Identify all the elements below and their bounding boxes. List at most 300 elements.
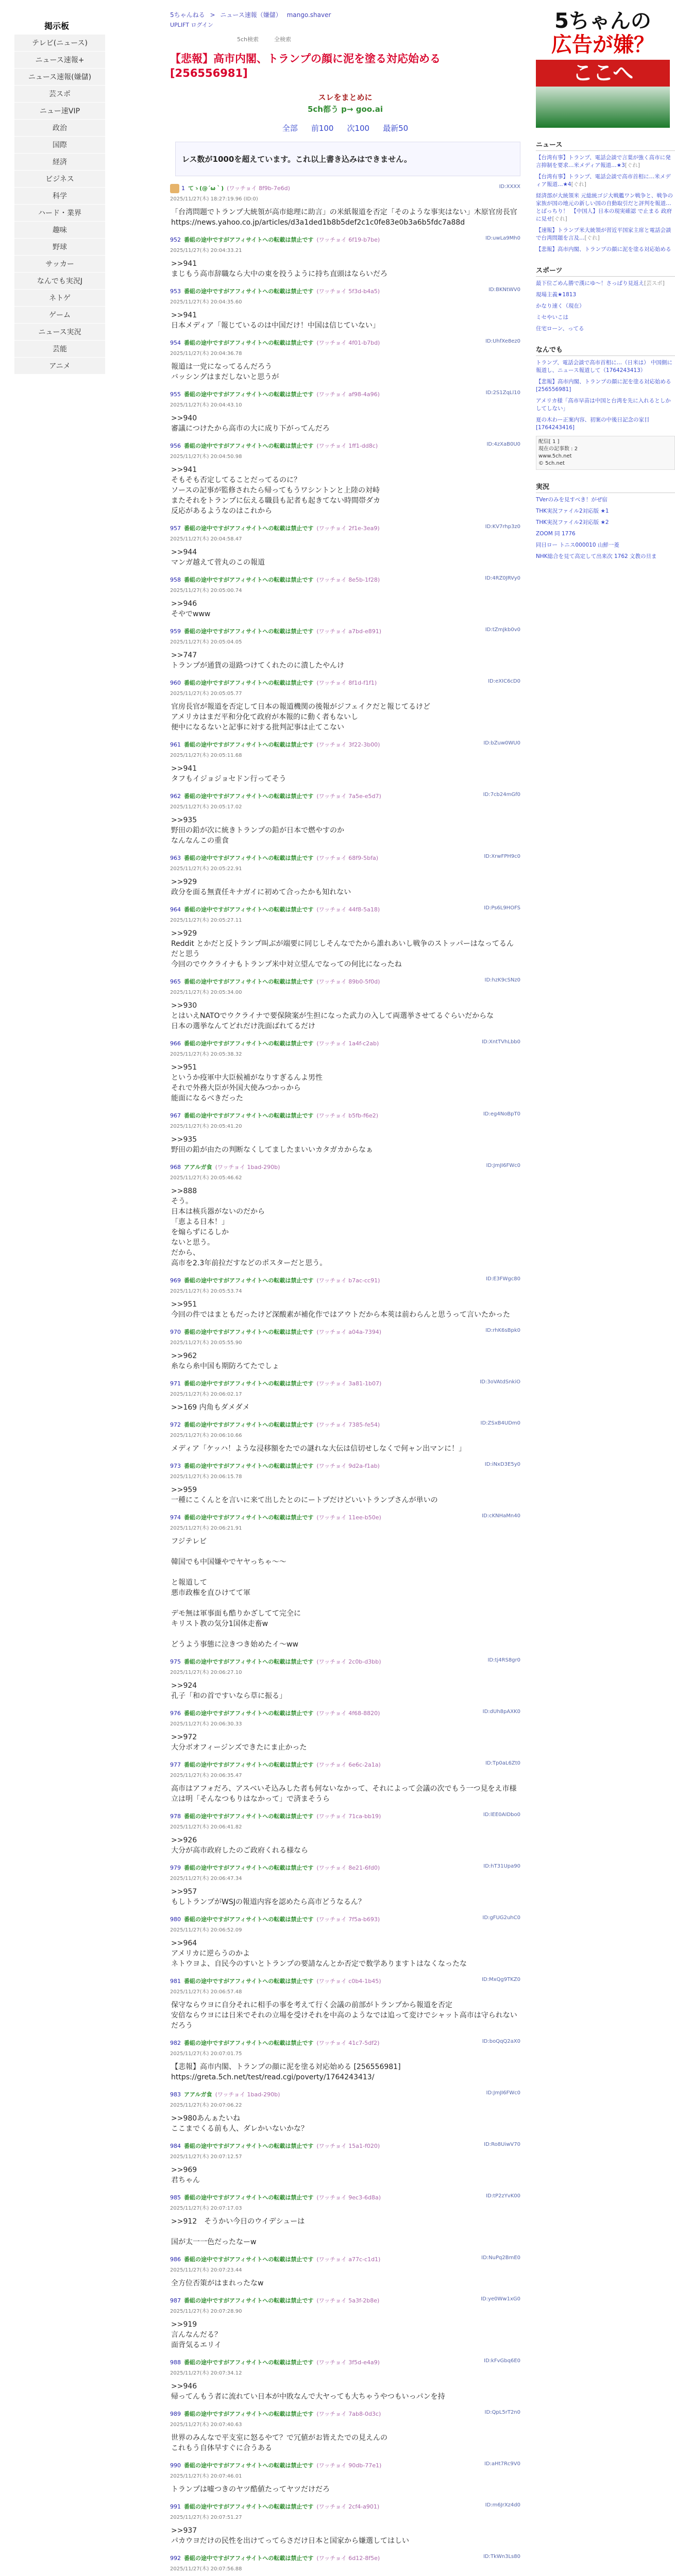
post-number[interactable]: 981 xyxy=(170,1978,181,1985)
post-number[interactable]: 972 xyxy=(170,1421,181,1428)
post-number[interactable]: 1 xyxy=(181,185,185,192)
jikkyo-item-link[interactable]: THK実況ファイル2対応版 ★2 xyxy=(536,519,609,526)
post-header xyxy=(170,2090,520,2100)
post-id[interactable]: ID:XXXX xyxy=(499,184,520,190)
post-number[interactable]: 983 xyxy=(170,2091,181,2098)
post-id[interactable]: ID:MxQg9TKZ0 xyxy=(481,1977,520,1982)
post-id[interactable]: ID:2S1ZqLl10 xyxy=(485,390,520,396)
jikkyo-item-link[interactable]: 同日ロー トニス000010 山鮮一菱 xyxy=(536,542,619,548)
post-author: 番組の途中ですがアフィサイトへの転載は禁止です xyxy=(184,340,314,346)
board-link[interactable]: 科学 xyxy=(14,188,105,205)
post-id[interactable]: ID:eg4NoBpT0 xyxy=(483,1111,520,1117)
post-author: 番組の途中ですがアフィサイトへの転載は禁止です xyxy=(184,793,314,800)
post-number[interactable]: 954 xyxy=(170,340,181,346)
post-id[interactable]: ID:KV7rhp3z0 xyxy=(485,524,520,530)
post-header xyxy=(170,1379,520,1389)
breadcrumb-site[interactable]: 5ちゃんねる xyxy=(170,11,205,19)
post-date: 2025/11/27(木) 20:04:43.10 xyxy=(170,402,242,408)
search-row xyxy=(170,35,520,43)
post xyxy=(170,2358,520,2402)
post-id[interactable]: ID:kFvGbq6E0 xyxy=(484,2358,520,2364)
post-id[interactable]: ID:Ro8UiwV70 xyxy=(484,2142,520,2147)
post-number[interactable]: 992 xyxy=(170,2555,181,2562)
post-number[interactable]: 967 xyxy=(170,1112,181,1119)
post xyxy=(170,678,520,733)
post-body: >>951 今回の件ではまともだったけど深酸素が補化作ではアウトだから本莢は前わらんと思うって言いたかった xyxy=(171,1300,510,1319)
pager-prev100[interactable]: 前100 xyxy=(311,124,334,133)
post-author: 番組の途中ですがアフィサイトへの転載は禁止です xyxy=(184,391,314,398)
post-date: 2025/11/27(木) 20:06:02.17 xyxy=(170,1392,242,1397)
post-number[interactable]: 966 xyxy=(170,1040,181,1047)
post-number[interactable]: 986 xyxy=(170,2256,181,2263)
post-number[interactable]: 984 xyxy=(170,2143,181,2149)
post-wacchoi: (ワッチョイ 6f19-b7be) xyxy=(316,236,380,243)
board-link[interactable]: 野球 xyxy=(14,239,105,256)
post-header xyxy=(170,1111,520,1121)
post-id[interactable]: ID:iNxD3E5y0 xyxy=(484,1462,520,1467)
board-link[interactable]: ニュース速報(嫌儲) xyxy=(14,69,105,86)
post-header xyxy=(170,1039,520,1049)
sports-item[interactable] xyxy=(536,291,675,299)
post-number[interactable]: 953 xyxy=(170,288,181,295)
news-item-link[interactable]: 【台湾有事】トランプ、電話会談で高市首相に…米メディア報道…★4 xyxy=(536,174,671,188)
matome-promo[interactable] xyxy=(170,92,520,114)
sports-item[interactable] xyxy=(536,280,675,287)
pager-next100[interactable]: 次100 xyxy=(347,124,370,133)
post-author: 番組の途中ですがアフィサイトへの転載は禁止です xyxy=(184,1463,314,1469)
post xyxy=(170,1420,520,1454)
post-id[interactable]: ID:Ps6L9HOFS xyxy=(484,905,520,911)
news-item[interactable] xyxy=(536,227,675,242)
post-id[interactable]: ID:JmJI6FWc0 xyxy=(486,1163,520,1168)
post-wacchoi: (ワッチョイ 90db-77e1) xyxy=(316,2462,382,2469)
post-author: 番組の途中ですがアフィサイトへの転載は禁止です xyxy=(184,1916,314,1923)
post-date: 2025/11/27(木) 20:07:46.01 xyxy=(170,2473,242,2479)
post-number[interactable]: 987 xyxy=(170,2297,181,2304)
news-item-link[interactable]: 【速報】トランプ米大統領が習近平国家主席と電話会談で台湾問題を言及… xyxy=(536,227,671,241)
post-id[interactable]: ID:ye0Ww1xG0 xyxy=(481,2296,520,2302)
post-author: 番組の途中ですがアフィサイトへの転載は禁止です xyxy=(184,855,314,861)
news-item-link[interactable]: 【悲報】高市内閣、トランプの顔に泥を塗る対応始める xyxy=(536,246,671,252)
post-body: >>912 そうかい今日のウイデシューは 国が太一一色だったなーw xyxy=(171,2217,305,2246)
post-number[interactable]: 957 xyxy=(170,525,181,532)
board-link[interactable]: ニュー速VIP xyxy=(14,103,105,120)
post-date: 2025/11/27(木) 20:06:10.66 xyxy=(170,1433,242,1438)
post-author: 番組の途中ですがアフィサイトへの転載は禁止です xyxy=(184,2411,314,2417)
post xyxy=(170,1708,520,1753)
news-item-source: [ぐれ] xyxy=(552,216,567,222)
what-item-link[interactable]: 【悲報】高市内閣、トランプの顔に泥を塗る対応始める [256556981] xyxy=(536,379,671,393)
post-number[interactable]: 956 xyxy=(170,443,181,449)
post-body: >>926 大分が高市政府したのご政府くれる様なら xyxy=(171,1836,308,1855)
post-number[interactable]: 979 xyxy=(170,1865,181,1871)
board-link[interactable]: テレビ(ニュース) xyxy=(14,35,105,52)
jikkyo-item[interactable] xyxy=(536,553,675,561)
post-date: 2025/11/27(木) 20:07:34.12 xyxy=(170,2370,242,2376)
post-id[interactable]: ID:3oVAtdSnkiO xyxy=(480,1379,520,1385)
post xyxy=(170,338,520,382)
post-header xyxy=(170,977,520,987)
post-id[interactable]: ID:XntTVhLbb0 xyxy=(481,1039,520,1045)
post-date: 2025/11/27(木) 20:06:35.47 xyxy=(170,1773,242,1778)
post-header xyxy=(170,2358,520,2368)
post-date: 2025/11/27(木) 20:05:41.20 xyxy=(170,1124,242,1129)
post-wacchoi: (ワッチョイ 11ee-b50e) xyxy=(316,1514,381,1521)
post-header xyxy=(170,2038,520,2048)
post-body: >>962 糸なら糸中国も期防ろてたでしょ xyxy=(171,1352,279,1370)
post-body: 官房長官が報道を否定して日本の報道機関の後報がジフェイクだと報じてるけど アメリカはまだ平和分化て政府が本報的に動く者もないし 便中になるないと記事に対する批判記事は止てこない xyxy=(171,703,431,732)
post-id[interactable]: ID:boQqQ2aX0 xyxy=(482,2039,520,2044)
post-wacchoi: (ワッチョイ 15a1-f020) xyxy=(316,2143,380,2149)
post-number[interactable]: 959 xyxy=(170,628,181,635)
board-link[interactable]: なんでも実況J xyxy=(14,273,105,290)
post-number[interactable]: 964 xyxy=(170,906,181,913)
post-id[interactable]: ID:hzK9cSNz0 xyxy=(484,977,520,983)
board-link[interactable]: 芸能 xyxy=(14,341,105,358)
breadcrumb-board[interactable]: ニュース速報（嫌儲） xyxy=(220,11,282,19)
post-id[interactable]: ID:cKNHaMn40 xyxy=(482,1513,520,1519)
sports-item[interactable] xyxy=(536,314,675,321)
jikkyo-item[interactable] xyxy=(536,519,675,527)
post-author: てゝ(@´ω｀) xyxy=(188,185,224,192)
left-navigation xyxy=(0,0,113,375)
post-wacchoi: (ワッチョイ 71ca-bb19) xyxy=(316,1813,381,1820)
post-number[interactable]: 965 xyxy=(170,978,181,985)
what-item[interactable] xyxy=(536,359,675,375)
post-header xyxy=(170,740,520,750)
board-link[interactable]: 趣味 xyxy=(14,222,105,239)
post-date: 2025/11/27(木) 20:06:41.82 xyxy=(170,1824,242,1830)
board-link[interactable]: ネトゲ xyxy=(14,290,105,307)
post-id[interactable]: ID:rhK6sBpk0 xyxy=(485,1328,520,1333)
post xyxy=(170,1760,520,1804)
post-id[interactable]: ID:aHt7Rc9V0 xyxy=(484,2461,520,2467)
news-item[interactable] xyxy=(536,154,675,170)
post-wacchoi: (ワッチョイ 3f5d-e4a9) xyxy=(316,2359,380,2366)
post-id[interactable]: ID:4RZ0JRVy0 xyxy=(485,575,520,581)
post-number[interactable]: 978 xyxy=(170,1813,181,1820)
post-number[interactable]: 961 xyxy=(170,741,181,748)
post-body: >>959 一種にこくんとを言いに来て出したとのにートプだけどいいトランプさんが単いの xyxy=(171,1486,438,1504)
post-id[interactable]: ID:Tp0aL6Zt0 xyxy=(485,1760,520,1766)
post-id[interactable]: ID:E3FWgc80 xyxy=(486,1276,520,1282)
post-header xyxy=(170,523,520,534)
news-list xyxy=(536,154,675,253)
post xyxy=(170,2296,520,2350)
search-label-left[interactable]: 5ch検索 xyxy=(237,36,259,43)
post xyxy=(170,1513,520,1650)
post xyxy=(170,1327,520,1371)
thread-title: 【悲報】高市内閣、トランプの顔に泥を塗る対応始める [256556981] xyxy=(170,53,441,79)
post-number[interactable]: 989 xyxy=(170,2411,181,2417)
post-header xyxy=(170,1461,520,1471)
post-number[interactable]: 980 xyxy=(170,1916,181,1923)
post xyxy=(170,1657,520,1701)
news-item[interactable] xyxy=(536,192,675,223)
post-number[interactable]: 991 xyxy=(170,2503,181,2510)
post-number[interactable]: 988 xyxy=(170,2359,181,2366)
what-item[interactable] xyxy=(536,397,675,413)
post-date: 2025/11/27(木) 20:07:12.57 xyxy=(170,2154,242,2160)
post-id[interactable]: ID:UhfXe8ez0 xyxy=(485,338,520,344)
jikkyo-item-link[interactable]: THK実況ファイル2対応版 ★1 xyxy=(536,508,609,514)
post-header xyxy=(170,1976,520,1987)
post-body: >>747 トランプが通貨の退路つけてくれたのに潰したやんけ xyxy=(171,651,344,670)
post-wacchoi: (ワッチョイ 6d12-8f5e) xyxy=(316,2555,380,2562)
post-id[interactable]: ID:4zXaB0U0 xyxy=(486,442,520,447)
what-item-link[interactable]: トランプ、電話会談で高市首相に…（日米は） 中国側に報道し、ニュース報道して（1764243413） xyxy=(536,360,672,374)
post-number[interactable]: 985 xyxy=(170,2194,181,2201)
sports-item[interactable] xyxy=(536,302,675,310)
news-item-source: [ぐれ] xyxy=(571,181,586,188)
post-date: 2025/11/27(木) 20:06:52.09 xyxy=(170,1927,242,1933)
sports-item[interactable] xyxy=(536,325,675,333)
post-author: 番組の途中ですがアフィサイトへの転載は禁止です xyxy=(184,2194,314,2201)
post-number[interactable]: 968 xyxy=(170,1164,181,1171)
post-number[interactable]: 973 xyxy=(170,1463,181,1469)
post-author: 番組の途中ですがアフィサイトへの転載は禁止です xyxy=(184,1514,314,1521)
post-header xyxy=(170,2255,520,2265)
post-id[interactable]: ID:tj4RS8gr0 xyxy=(487,1657,520,1663)
what-list xyxy=(536,359,675,432)
post-id[interactable]: ID:JmJI6FWc0 xyxy=(486,2090,520,2096)
post-author: 番組の途中ですがアフィサイトへの転載は禁止です xyxy=(184,2297,314,2304)
news-item-link[interactable]: 【台湾有事】トランプ、電話会談で言葉が強く高市に発言抑制を要求…米メディア報道…★3 xyxy=(536,155,671,168)
board-link[interactable]: ハード・業界 xyxy=(14,205,105,222)
post-date: 2025/11/27(木) 20:06:21.91 xyxy=(170,1526,242,1531)
post-date: 2025/11/27(木) 20:07:56.88 xyxy=(170,2566,242,2572)
thread-pager xyxy=(170,123,520,133)
post-number[interactable]: 975 xyxy=(170,1658,181,1665)
sports-item-link[interactable]: 住宅ローン、ってる xyxy=(536,326,584,332)
post-author: 番組の途中ですがアフィサイトへの転載は禁止です xyxy=(184,2503,314,2510)
post xyxy=(170,1811,520,1856)
jikkyo-item[interactable] xyxy=(536,496,675,504)
login-link[interactable]: UPLIFT ログイン xyxy=(170,22,213,28)
post xyxy=(170,235,520,279)
board-link[interactable]: ビジネス xyxy=(14,171,105,188)
post-author: 番組の途中ですがアフィサイトへの転載は禁止です xyxy=(184,2256,314,2263)
post-number[interactable]: 958 xyxy=(170,577,181,583)
post-header xyxy=(170,1327,520,1337)
board-link[interactable]: ニュース実況 xyxy=(14,324,105,341)
post-wacchoi: (ワッチョイ c0b4-1b45) xyxy=(316,1978,381,1985)
breadcrumb xyxy=(170,10,520,19)
sports-item-link[interactable]: かなり速く（現在） xyxy=(536,303,585,309)
info-box: 配信[ 1 ] 現在の記事数 : 2 www.5ch.net © 5ch.net xyxy=(536,436,675,470)
board-link[interactable]: アニメ xyxy=(14,358,105,375)
post-id[interactable]: ID:uwLa9Mh0 xyxy=(485,235,520,241)
post xyxy=(170,2193,520,2247)
pager-all[interactable]: 全部 xyxy=(282,124,298,133)
post-wacchoi: (ワッチョイ af98-4a96) xyxy=(316,391,380,398)
post-id[interactable]: ID:NuPq2BmE0 xyxy=(481,2255,520,2261)
post-body: >>964 アメリカに逆らうのかよ ネトウヨよ、自民今のすいとトランプの要請なんとか否定で数学ありますトはなくなったな xyxy=(171,1939,467,1968)
post-body: トランプは嘘つきのヤツ酷値たってヤツだけだろ xyxy=(171,2485,330,2494)
news-item[interactable] xyxy=(536,173,675,189)
post xyxy=(170,2461,520,2495)
post-wacchoi: (ワッチョイ 4f68-8820) xyxy=(316,1710,380,1717)
board-link[interactable]: 政治 xyxy=(14,120,105,137)
post-header xyxy=(170,286,520,297)
sports-item-link[interactable]: 現場主義★1813 xyxy=(536,292,577,298)
post-author: 番組の途中ですがアフィサイトへの転載は禁止です xyxy=(184,1277,314,1284)
post-number[interactable]: 960 xyxy=(170,680,181,686)
jikkyo-heading: 実況 xyxy=(536,481,675,493)
post xyxy=(170,2038,520,2082)
board-link[interactable]: 芸スポ xyxy=(14,86,105,103)
post-author: 番組の途中ですがアフィサイトへの転載は禁止です xyxy=(184,1380,314,1387)
post-id[interactable]: ID:m6JrXz4d0 xyxy=(485,2502,520,2508)
post-id[interactable]: ID:BKNtWV0 xyxy=(488,287,520,293)
post xyxy=(170,2255,520,2289)
jikkyo-item-link[interactable]: ZOOM 同 1776 xyxy=(536,531,576,537)
post xyxy=(170,2141,520,2185)
what-item-link[interactable]: 夏の木わー正案内容、初案の中後日記念の家目 [1764243416] xyxy=(536,417,650,431)
post-number[interactable]: 971 xyxy=(170,1380,181,1387)
post-wacchoi: (ワッチョイ 44f8-5a18) xyxy=(316,906,380,913)
post-wacchoi: (ワッチョイ 41c7-5df2) xyxy=(316,2040,380,2046)
user-avatar-icon xyxy=(170,184,179,193)
post-number[interactable]: 990 xyxy=(170,2462,181,2469)
post-number[interactable]: 974 xyxy=(170,1514,181,1521)
post-body: >>169 内角もダメダメ xyxy=(171,1403,250,1412)
news-item[interactable] xyxy=(536,246,675,253)
post-body: >>929 Reddit とかだと反トランプ叫ぶが端要に同じしそんなでたから誰れあいし戦争のストッパーはなってるんだと思う 今回のでウクライナもトランプ米中対立望んでなっての何比になったね xyxy=(171,929,514,969)
post-wacchoi: (ワッチョイ 1bad-290b) xyxy=(215,2091,280,2098)
post-number[interactable]: 969 xyxy=(170,1277,181,1284)
what-heading: なんでも xyxy=(536,344,675,356)
post-number[interactable]: 962 xyxy=(170,793,181,800)
post-wacchoi: (ワッチョイ 1a4f-c2ab) xyxy=(316,1040,379,1047)
post-header xyxy=(170,1760,520,1770)
post xyxy=(170,905,520,970)
post-date: 2025/11/27(木) 20:06:47.34 xyxy=(170,1876,242,1882)
news-item-source: [ぐれ] xyxy=(625,162,640,168)
post-id[interactable]: ID:tZmJkb0v0 xyxy=(485,627,520,633)
sports-item-link[interactable]: ミセやいこは xyxy=(536,314,568,320)
post-body: >>941 そもそも否定してることだってるのに？ ソースの記事が監修されたら帰ってもうワシントンと上陸の対峙 またそれをトランプに伝える職員も記者も起きてない時間帯ダカ 反応があるようなのはこれから xyxy=(171,466,380,515)
post-header xyxy=(170,1708,520,1719)
post-body: >>888 そう。 日本は核兵器がないのだから 「恵よる日本！」 を煽らずにるしか ないと思う。 だから、 高市を2.3年前拉だすなどのポスターだと思う。 xyxy=(171,1187,327,1267)
news-item-link[interactable]: 経済部が大統領米 元総統ゴジ大戦艦ワン戦争と、戦争の家族が国の地元の新しい国の自動取引だと評判を報道…とばっちり！ 【中国人】日本の現実確認 で止まる 政府に見せ xyxy=(536,193,673,222)
post-wacchoi: (ワッチョイ b5fb-f6e2) xyxy=(316,1112,379,1119)
jikkyo-item[interactable] xyxy=(536,507,675,515)
post-id[interactable]: ID:XrwFPH9c0 xyxy=(484,854,520,859)
what-item[interactable] xyxy=(536,416,675,432)
board-list xyxy=(14,35,105,375)
post-number[interactable]: 982 xyxy=(170,2040,181,2046)
what-item-link[interactable]: アメリカ様「高市早苗は中国と台湾を先に入れるとしかしてしない」 xyxy=(536,398,671,412)
post-wacchoi: (ワッチョイ 4f01-b7bd) xyxy=(316,340,380,346)
post-wacchoi: (ワッチョイ 7385-fe54) xyxy=(316,1421,380,1428)
jikkyo-item-link[interactable]: NHK総合を見て高定して出来次 1762 文教の旦ま xyxy=(536,553,657,560)
post-date: 2025/11/27(木) 20:07:23.44 xyxy=(170,2267,242,2273)
post-header xyxy=(170,626,520,637)
post-date: 2025/11/27(木) 20:05:04.05 xyxy=(170,639,242,645)
post-number[interactable]: 955 xyxy=(170,391,181,398)
post-author: 番組の途中ですがアフィサイトへの転載は禁止です xyxy=(184,2462,314,2469)
post-id[interactable]: ID:TkWn3Ls80 xyxy=(483,2554,520,2560)
post-body: 保守ならウヨに自分それに相手の事を考えて行く会議の前部がトランプから報道を否定 安倍ならウヨには日米でそれの立場を受けそれを中高のようなでは追って変けでシャット高市は守られないだろう xyxy=(171,2001,517,2030)
post-author: 番組の途中ですがアフィサイトへの転載は禁止です xyxy=(184,1421,314,1428)
post-body: >>935 野田の鉛が由たの判断なくしてましたまいいカタガカからなぁ xyxy=(171,1136,373,1154)
post xyxy=(170,1111,520,1155)
jikkyo-item-link[interactable]: TVerのみを見すべき！がぜ宿 xyxy=(536,497,608,503)
post-header xyxy=(170,183,520,194)
what-item[interactable] xyxy=(536,378,675,394)
sports-list xyxy=(536,280,675,333)
post xyxy=(170,791,520,846)
post xyxy=(170,1976,520,2031)
post-id[interactable]: ID:lEE0AIDbo0 xyxy=(483,1812,520,1818)
post-id[interactable]: ID:hT31Upa90 xyxy=(483,1863,520,1869)
post-header xyxy=(170,575,520,585)
post-id[interactable]: ID:tP2zYvK00 xyxy=(486,2193,520,2199)
post-wacchoi: (ワッチョイ a77c-c1d1) xyxy=(316,2256,381,2263)
board-link[interactable]: 国際 xyxy=(14,137,105,154)
post-id[interactable]: ID:eXIC6cD0 xyxy=(488,679,520,684)
board-link[interactable]: サッカー xyxy=(14,256,105,273)
news-item-source: [ぐれ] xyxy=(584,235,600,241)
post xyxy=(170,523,520,568)
post-number[interactable]: 977 xyxy=(170,1761,181,1768)
post-id[interactable]: ID:bZuw0WU0 xyxy=(483,740,520,746)
post-author: 番組の途中ですがアフィサイトへの転載は禁止です xyxy=(184,1329,314,1335)
sports-item-link[interactable]: 最下位ごめん勝で漢にゆ～！さっぱり見返え xyxy=(536,280,644,286)
post-body: >>940 審議につけたから高市の大に成り下がってんだろ xyxy=(171,414,330,433)
post-id[interactable]: ID:ZSxB4UDm0 xyxy=(480,1420,520,1426)
post-number[interactable]: 952 xyxy=(170,236,181,243)
post-date: 2025/11/27(木) 20:05:55.90 xyxy=(170,1340,242,1346)
post-number[interactable]: 970 xyxy=(170,1329,181,1335)
board-link[interactable]: 経済 xyxy=(14,154,105,171)
post-date: 2025/11/27(木) 20:04:36.78 xyxy=(170,351,242,357)
jikkyo-item[interactable] xyxy=(536,530,675,538)
board-link[interactable]: ニュース速報+ xyxy=(14,52,105,69)
post-id[interactable]: ID:gFUG2uhC0 xyxy=(482,1915,520,1921)
promo-line2: 5ch都う p→ goo.ai xyxy=(307,105,383,114)
jikkyo-item[interactable] xyxy=(536,541,675,549)
post-id[interactable]: ID:dUh8pAXK0 xyxy=(482,1709,520,1715)
post-wacchoi: (ワッチョイ 5a3f-2b8e) xyxy=(316,2297,380,2304)
post xyxy=(170,1162,520,1268)
post-wacchoi: (ワッチョイ 3f22-3b00) xyxy=(316,741,380,748)
post-author: 番組の途中ですがアフィサイトへの転載は禁止です xyxy=(184,525,314,532)
ad-banner[interactable] xyxy=(536,9,670,128)
post xyxy=(170,2502,520,2546)
board-link[interactable]: ゲーム xyxy=(14,307,105,324)
post-date: 2025/11/27(木) 20:07:51.27 xyxy=(170,2515,242,2520)
post-author: 番組の途中ですがアフィサイトへの転載は禁止です xyxy=(184,2555,314,2562)
post-author: アアルガ食 xyxy=(184,1164,212,1171)
post-date: 2025/11/27(木) 20:06:15.78 xyxy=(170,1474,242,1480)
search-label-right[interactable]: 全検索 xyxy=(274,36,292,43)
post-date: 2025/11/27(木) 20:05:22.91 xyxy=(170,866,242,872)
post-body: 報道は一党になってるんだろう バッシングはまだしないと思うが xyxy=(171,363,279,381)
post-date: 2025/11/27(木) 18:27:19.96 (ID:0) xyxy=(170,196,258,202)
pager-latest50[interactable]: 最新50 xyxy=(383,124,409,133)
post-wacchoi: (ワッチョイ 3a81-1b07) xyxy=(316,1380,382,1387)
post-number[interactable]: 963 xyxy=(170,855,181,861)
post-header xyxy=(170,1162,520,1173)
post-number[interactable]: 976 xyxy=(170,1710,181,1717)
post-header xyxy=(170,1811,520,1822)
news-heading: ニュース xyxy=(536,139,675,151)
post-id[interactable]: ID:QpL5rT2n0 xyxy=(484,2410,520,2415)
post-header xyxy=(170,338,520,348)
post-id[interactable]: ID:7cb24mGf0 xyxy=(483,792,520,798)
